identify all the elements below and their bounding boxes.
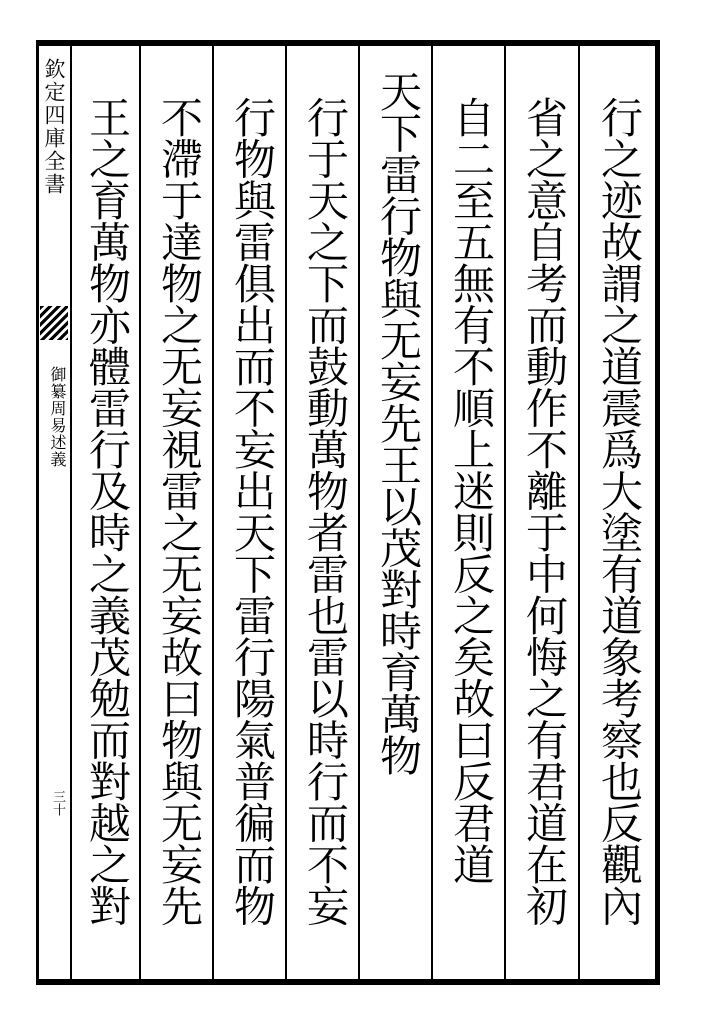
margin-divider <box>70 46 72 979</box>
text-column-2: 省之意自考而動作不離于中何悔之有君道在初 <box>520 96 569 926</box>
column-rule <box>578 46 580 979</box>
column-rule <box>431 46 433 979</box>
text-column-8: 王之育萬物亦體雷行及時之義茂勉而對越之對 <box>83 96 132 926</box>
column-rule <box>358 46 360 979</box>
column-rule <box>504 46 506 979</box>
column-rule <box>285 46 287 979</box>
column-rule <box>139 46 141 979</box>
margin-title: 欽定四庫全書 <box>42 58 66 196</box>
text-column-3: 自二至五無有不順上迷則反之矣故曰反君道 <box>447 96 496 885</box>
text-column-1: 行之迹故謂之道震爲大塗有道象考察也反觀內 <box>595 96 644 926</box>
margin-book-title: 御纂周易述義 <box>48 366 67 468</box>
column-rule <box>212 46 214 979</box>
text-column-4: 天下雷行物與无妄先王以茂對時育萬物 <box>374 70 423 776</box>
text-column-7: 不滯于達物之无妄視雷之无妄故曰物與无妄先 <box>155 96 204 926</box>
margin-page-number: 三十 <box>50 790 65 816</box>
text-column-5: 行于天之下而鼓動萬物者雷也雷以時行而不妄 <box>301 96 350 926</box>
text-column-6: 行物與雷俱出而不妄出天下雷行陽氣普徧而物 <box>228 96 277 926</box>
fishtail-mark <box>40 306 68 340</box>
